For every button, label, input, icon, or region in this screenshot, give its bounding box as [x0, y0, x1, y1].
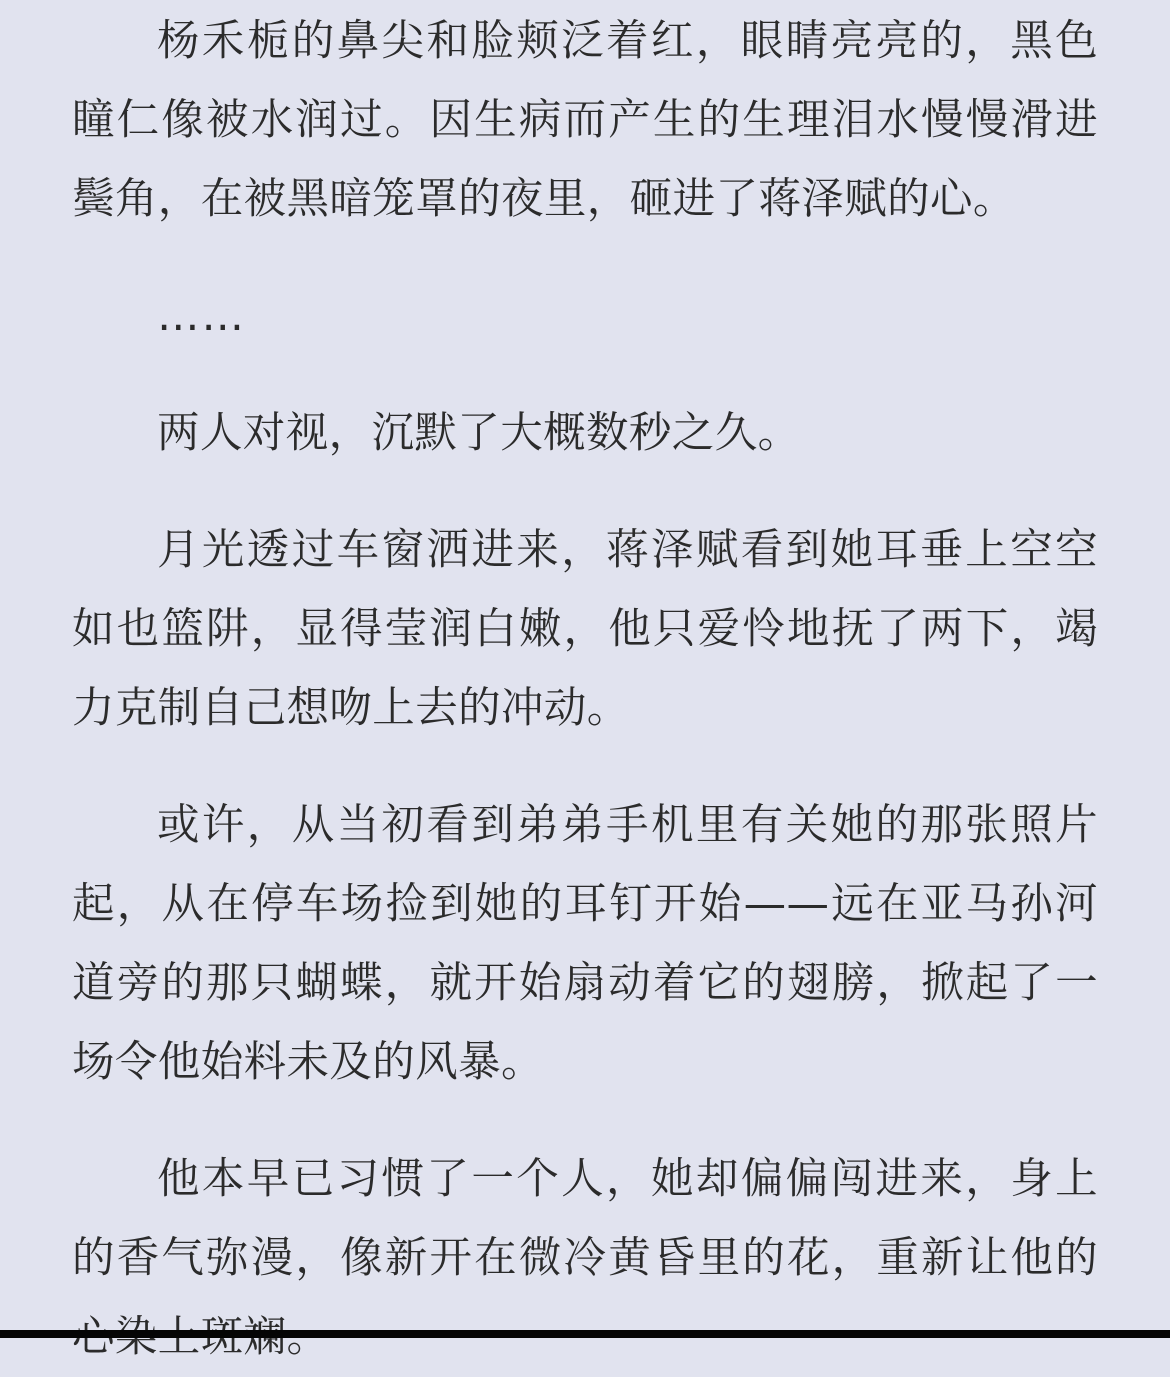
paragraph-butterfly: 或许，从当初看到弟弟手机里有关她的那张照片起，从在停车场捡到她的耳钉开始——远在亚马孙河道旁的那只蝴蝶，就开始扇动着它的翅膀，掀起了一场令他始料未及的风暴。 [72, 801, 1098, 1087]
paragraph-ellipsis: …… [157, 292, 246, 341]
paragraph-silence: 两人对视，沉默了大概数秒之久。 [157, 409, 801, 458]
paragraph-opening: 杨禾栀的鼻尖和脸颊泛着红，眼睛亮亮的，黑色瞳仁像被水润过。因生病而产生的生理泪水慢慢滑进鬓角，在被黑暗笼罩的夜里，砸进了蒋泽赋的心。 [72, 17, 1098, 224]
paragraph-moonlight: 月光透过车窗洒进来，蒋泽赋看到她耳垂上空空如也篮阱，显得莹润白嫩，他只爱怜地抚了两下，竭力克制自己想吻上去的冲动。 [72, 526, 1098, 733]
bottom-edge-bar [0, 1330, 1170, 1338]
paragraph-fragrance: 他本早已习惯了一个人，她却偏偏闯进来，身上的香气弥漫，像新开在微冷黄昏里的花，重新让他的 [72, 1155, 1098, 1283]
